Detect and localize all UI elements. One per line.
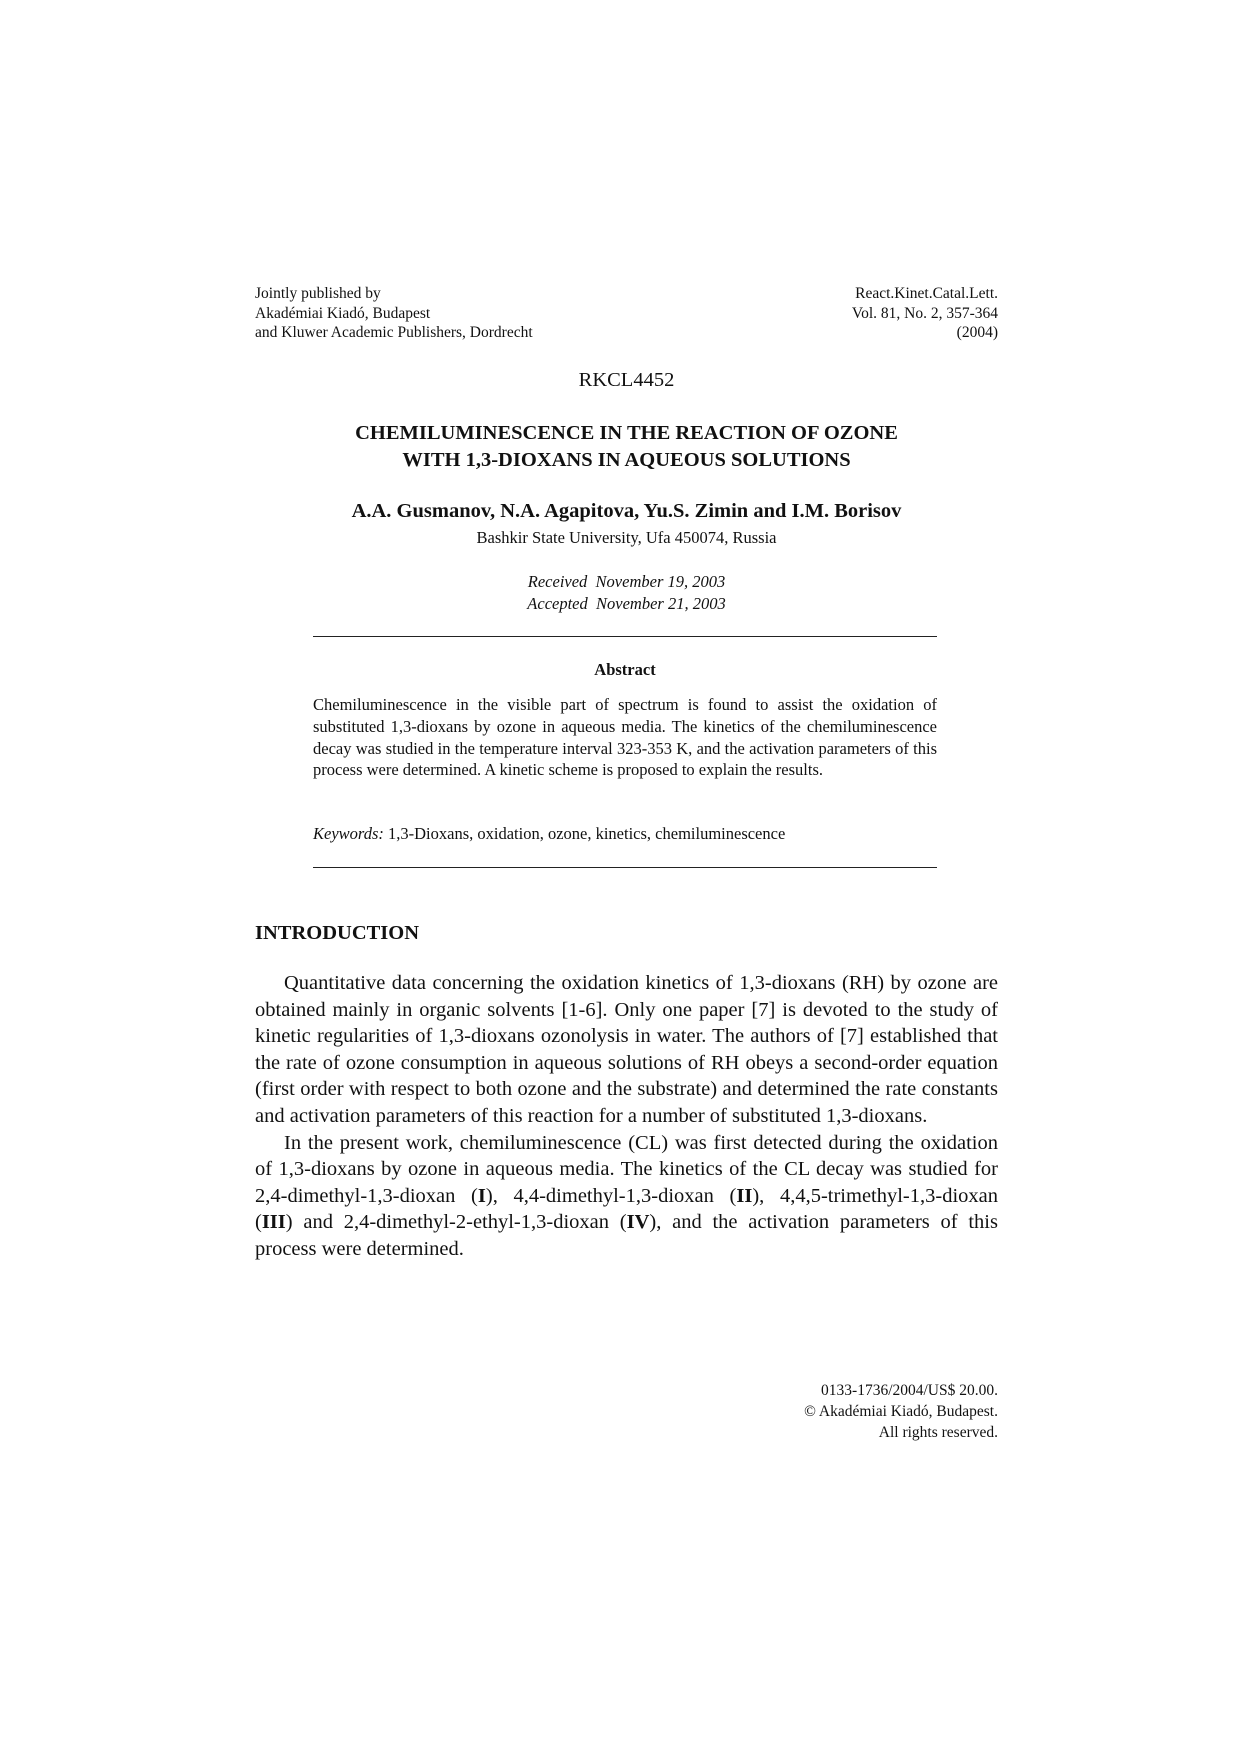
compound-label: II (736, 1184, 753, 1207)
issn-price: 0133-1736/2004/US$ 20.00. (821, 1382, 998, 1399)
keywords (313, 824, 937, 844)
publisher-line: Jointly published by (255, 285, 381, 302)
title-line: WITH 1,3-DIOXANS IN AQUEOUS SOLUTIONS (402, 449, 851, 471)
publisher-info (255, 284, 533, 343)
affiliation: Bashkir State University, Ufa 450074, Russia (476, 528, 777, 547)
introduction-paragraph-1: Quantitative data concerning the oxidation kinetics of 1,3-dioxans (RH) by ozone are obtained mainly in organic solvents [1-6]. Only one paper [7] is devoted to the study of kinetic regularities of 1,3-dioxans ozonolysis in water. The authors of [7] established that the rate of ozone consumption in aqueous solutions of RH obeys a second-order equation (first order with respect to both ozone and the substrate) and determined the rate constants and activation parameters of this reaction for a number of substituted 1,3-dioxans. (255, 972, 998, 1127)
abstract-heading: Abstract (594, 660, 656, 679)
keywords-list: 1,3-Dioxans, oxidation, ozone, kinetics, chemiluminescence (388, 824, 786, 843)
compound-label: I (477, 1184, 486, 1207)
compound-label: III (261, 1211, 286, 1234)
accepted-date: Accepted November 21, 2003 (527, 594, 726, 613)
copyright-footer (700, 1380, 998, 1443)
introduction-paragraph-2 (255, 1130, 998, 1263)
compound-label: IV (626, 1211, 650, 1234)
article-title (255, 420, 998, 474)
journal-name: React.Kinet.Catal.Lett. (855, 285, 998, 302)
abstract-text: Chemiluminescence in the visible part of spectrum is found to assist the oxidation of substituted 1,3-dioxans by ozone in aqueous media. The kinetics of the chemiluminescence decay was studied in the temperature interval 323-353 K, and the activation parameters of this process were determined. A kinetic scheme is proposed to explain the results. (313, 695, 937, 780)
dates (255, 571, 998, 615)
publisher-line: and Kluwer Academic Publishers, Dordrecht (255, 324, 533, 341)
received-date: Received November 19, 2003 (527, 572, 726, 591)
article-code: RKCL4452 (578, 369, 675, 391)
text-run: ) and 2,4-dimethyl-2-ethyl-1,3-dioxan ( (285, 1211, 627, 1234)
keywords-label: Keywords: (313, 824, 384, 843)
rights-notice: All rights reserved. (878, 1424, 998, 1441)
text-run: ), 4,4-dimethyl-1,3-dioxan ( (485, 1184, 737, 1207)
journal-citation (760, 284, 998, 343)
journal-year: (2004) (956, 324, 998, 341)
text-run: In the present work, chemiluminescence (CL) was first detected during the oxidation of 1,3-dioxans by ozone in aqueous media. The kinetics of the CL decay was studied for 2,4-dimethyl-1,3-dioxan ( (255, 1131, 998, 1207)
publisher-line: Akadémiai Kiadó, Budapest (255, 304, 431, 322)
journal-volume: Vol. 81, No. 2, 357-364 (851, 304, 998, 322)
copyright-holder: © Akadémiai Kiadó, Budapest. (804, 1403, 998, 1420)
title-line: CHEMILUMINESCENCE IN THE REACTION OF OZONE (355, 422, 898, 444)
abstract-bottom-divider (313, 867, 937, 868)
introduction-body (255, 970, 998, 1263)
text-run: ), and the activation parameters of this process were determined. (255, 1211, 998, 1260)
abstract-top-divider (313, 636, 937, 637)
introduction-heading: INTRODUCTION (255, 922, 420, 944)
authors: A.A. Gusmanov, N.A. Agapitova, Yu.S. Zimin and I.M. Borisov (351, 500, 902, 522)
text-run: ), 4,4,5-trimethyl-1,3-dioxan ( (255, 1184, 999, 1234)
